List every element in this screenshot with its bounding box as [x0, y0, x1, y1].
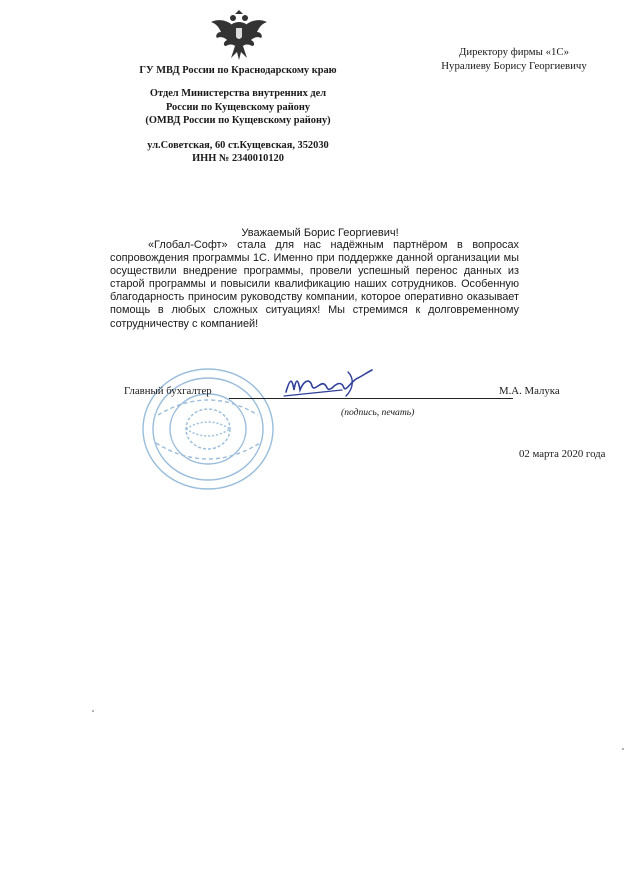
sender-department-line3: (ОМВД России по Кущевскому району): [145, 115, 331, 127]
signer-position: Главный бухгалтер: [124, 385, 212, 397]
signature-line: [229, 398, 513, 399]
sender-inn: ИНН № 2340010120: [192, 153, 284, 165]
letter-date: 02 марта 2020 года: [519, 448, 606, 460]
scan-speck: [622, 748, 624, 750]
letter-paragraph: «Глобал-Софт» стала для нас надёжным партнёром в вопросах сопровождения программы 1С. Именно при поддержке данной организации мы осуществили внедрение программы, провели успешный перенос данных из старой программы и повысили квалификацию наших сотрудников. Особенную благодарность приносим руководству компании, которое оперативно оказывает помощь в любых сложных ситуациях! Мы стремимся к долговременному сотрудничеству с компанией!: [110, 239, 519, 330]
signer-name: М.А. Малука: [499, 385, 560, 397]
sender-org: ГУ МВД России по Краснодарскому краю: [139, 65, 337, 76]
sender-address: ул.Советская, 60 ст.Кущевская, 352030: [147, 139, 329, 151]
recipient-name: Нуралиеву Борису Георгиевичу: [441, 59, 587, 72]
sender-block: [118, 64, 358, 165]
sender-department-line2: России по Кущевскому району: [165, 101, 311, 113]
salutation: Уважаемый Борис Георгиевич!: [241, 227, 399, 239]
signature-hint: (подпись, печать): [341, 407, 415, 418]
recipient-title: Директору фирмы «1С»: [459, 46, 569, 58]
double-headed-eagle-emblem-icon: [209, 10, 269, 62]
signature-row: [124, 385, 584, 401]
letter-body: [110, 239, 519, 331]
recipient-block: [414, 46, 614, 73]
sender-department: Отдел Министерства внутренних дел: [149, 88, 327, 100]
scan-speck: [92, 710, 94, 712]
